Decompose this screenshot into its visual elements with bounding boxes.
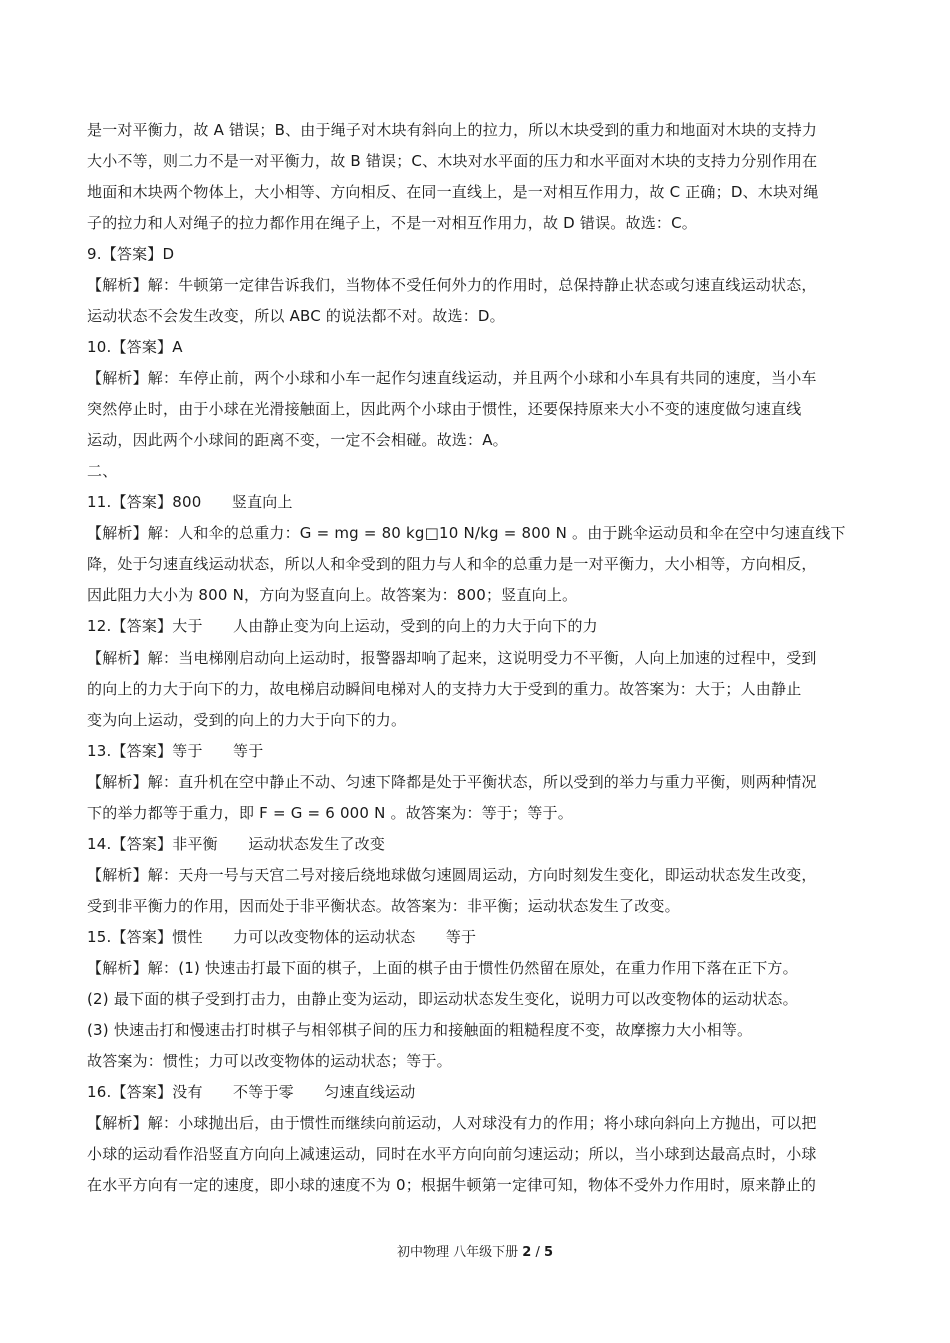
text-line: 运动，因此两个小球间的距离不变，一定不会相碰。故选：A。 — [87, 431, 508, 449]
answer-heading: 12.【答案】大于 人由静止变为向上运动，受到的向上的力大于向下的力 — [87, 617, 598, 635]
text-line: 地面和木块两个物体上，大小相等、方向相反、在同一直线上，是一对相互作用力，故 C 正确；D、木块对绳 — [87, 183, 819, 201]
text-line: 变为向上运动，受到的向上的力大于向下的力。 — [87, 711, 407, 729]
answer-heading: 10.【答案】A — [87, 338, 183, 356]
text-line: 下的举力都等于重力，即 F = G = 6 000 N 。故答案为：等于；等于。 — [87, 804, 573, 822]
text-line: 的向上的力大于向下的力，故电梯启动瞬间电梯对人的支持力大于受到的重力。故答案为：大于；人由静止 — [87, 680, 802, 698]
text-line: 突然停止时，由于小球在光滑接触面上，因此两个小球由于惯性，还要保持原来大小不变的速度做匀速直线 — [87, 400, 802, 418]
text-line: 【解析】解：车停止前，两个小球和小车一起作匀速直线运动，并且两个小球和小车具有共同的速度，当小车 — [87, 369, 817, 387]
text-line: 【解析】解：当电梯刚启动向上运动时，报警器却响了起来，这说明受力不平衡，人向上加速的过程中，受到 — [87, 649, 817, 667]
text-line: 因此阻力大小为 800 N，方向为竖直向上。故答案为：800；竖直向上。 — [87, 586, 578, 604]
text-line: (2) 最下面的棋子受到打击力，由静止变为运动，即运动状态发生变化，说明力可以改变物体的运动状态。 — [87, 990, 798, 1008]
text-line: 子的拉力和人对绳子的拉力都作用在绳子上，不是一对相互作用力，故 D 错误。故选：C。 — [87, 214, 697, 232]
text-line: 是一对平衡力，故 A 错误；B、由于绳子对木块有斜向上的拉力，所以木块受到的重力和地面对木块的支持力 — [87, 121, 818, 139]
text-line: 在水平方向有一定的速度，即小球的速度不为 0；根据牛顿第一定律可知，物体不受外力作用时，原来静止的 — [87, 1176, 817, 1194]
text-line: 【解析】解：天舟一号与天宫二号对接后绕地球做匀速圆周运动，方向时刻发生变化，即运动状态发生改变， — [87, 866, 817, 884]
answer-heading: 15.【答案】惯性 力可以改变物体的运动状态 等于 — [87, 928, 477, 946]
page-total: 5 — [543, 1245, 554, 1260]
text-line: 小球的运动看作沿竖直方向向上减速运动，同时在水平方向向前匀速运动；所以，当小球到达最高点时，小球 — [87, 1145, 817, 1163]
answer-heading: 9.【答案】D — [87, 245, 175, 263]
text-line: (3) 快速击打和慢速击打时棋子与相邻棋子间的压力和接触面的粗糙程度不变，故摩擦力大小相等。 — [87, 1021, 753, 1039]
text-line: 【解析】解：牛顿第一定律告诉我们，当物体不受任何外力的作用时，总保持静止状态或匀速直线运动状态， — [87, 276, 817, 294]
page-number: 2 — [522, 1245, 532, 1260]
text-line: 受到非平衡力的作用，因而处于非平衡状态。故答案为：非平衡；运动状态发生了改变。 — [87, 897, 680, 915]
answer-heading: 16.【答案】没有 不等于零 匀速直线运动 — [87, 1083, 416, 1101]
answer-heading: 14.【答案】非平衡 运动状态发生了改变 — [87, 835, 386, 853]
text-line: 【解析】解：(1) 快速击打最下面的棋子，上面的棋子由于惯性仍然留在原处，在重力作用下落在正下方。 — [87, 959, 798, 977]
answer-heading: 13.【答案】等于 等于 — [87, 742, 264, 760]
text-line: 运动状态不会发生改变，所以 ABC 的说法都不对。故选：D。 — [87, 307, 505, 325]
footer-label: 初中物理 八年级下册 — [396, 1245, 519, 1260]
text-line: 降，处于匀速直线运动状态，所以人和伞受到的阻力与人和伞的总重力是一对平衡力，大小相等，方向相反， — [87, 555, 817, 573]
page-separator: / — [535, 1245, 540, 1260]
section-heading: 二、 — [87, 462, 118, 480]
text-line: 故答案为：惯性；力可以改变物体的运动状态；等于。 — [87, 1052, 452, 1070]
text-line: 【解析】解：直升机在空中静止不动、匀速下降都是处于平衡状态，所以受到的举力与重力平衡，则两种情况 — [87, 773, 817, 791]
text-line: 【解析】解：小球抛出后，由于惯性而继续向前运动，人对球没有力的作用；将小球向斜向上方抛出，可以把 — [87, 1114, 817, 1132]
page-footer — [0, 1244, 950, 1262]
answer-heading: 11.【答案】800 竖直向上 — [87, 493, 293, 511]
text-line: 大小不等，则二力不是一对平衡力，故 B 错误；C、木块对水平面的压力和水平面对木块的支持力分别作用在 — [87, 152, 818, 170]
text-line: 【解析】解：人和伞的总重力：G = mg = 80 kg□10 N/kg = 800 N 。由于跳伞运动员和伞在空中匀速直线下 — [87, 524, 846, 542]
